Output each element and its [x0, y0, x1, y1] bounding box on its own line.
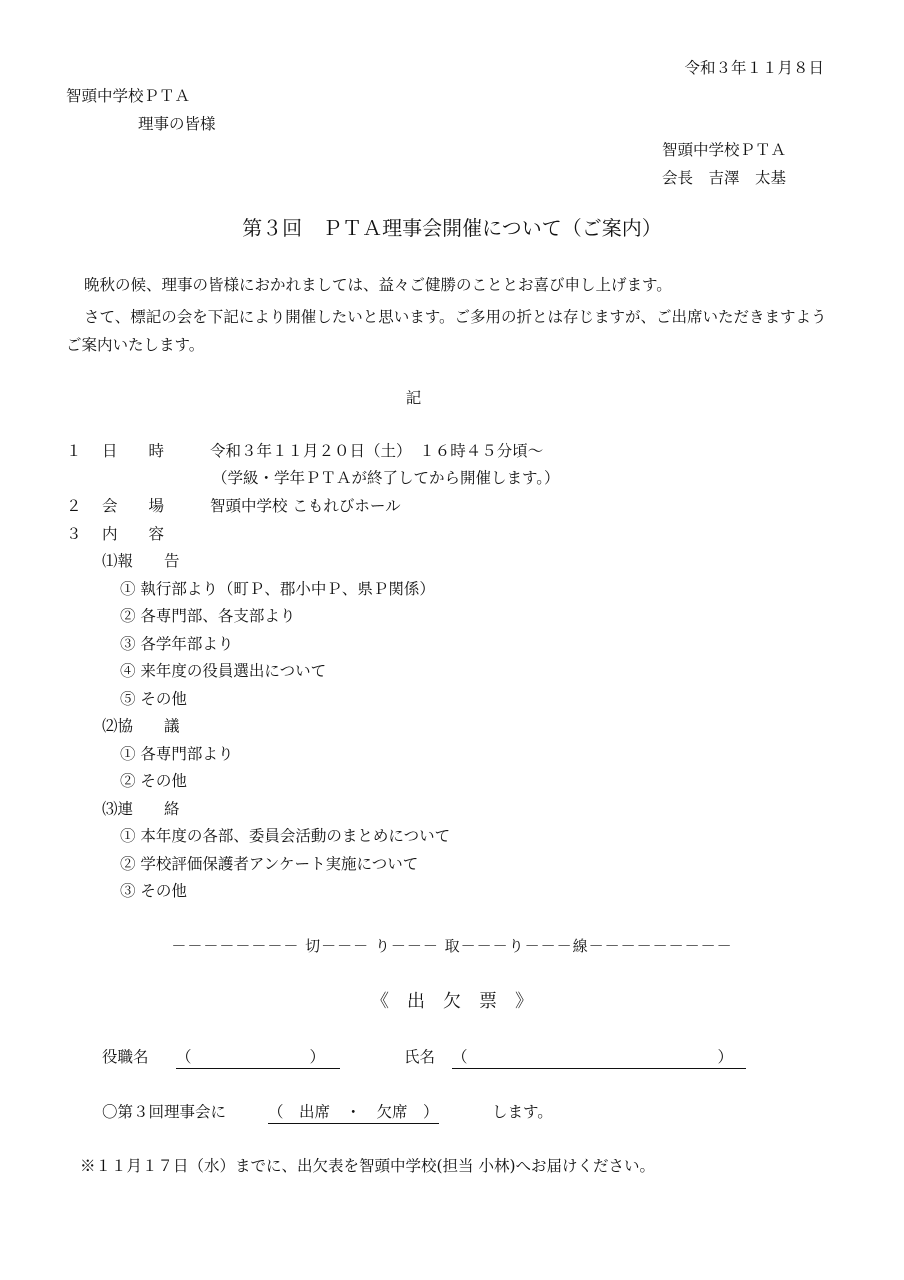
position-label: 役職名 [102, 1048, 149, 1066]
item-number: １ [66, 442, 82, 460]
recipient-name: 理事の皆様 [138, 115, 216, 133]
close-paren: ） [309, 1048, 326, 1066]
open-paren: （ [452, 1048, 468, 1066]
recipient-org: 智頭中学校ＰＴＡ [66, 87, 191, 105]
close-paren: ） [717, 1048, 734, 1066]
item-datetime-note: （学級・学年ＰＴＡが終了してから開催します。） [212, 469, 560, 487]
list-item: ③ 各学年部より [120, 635, 234, 653]
item-label: 会 場 [102, 497, 165, 515]
list-item: ④ 来年度の役員選出について [120, 662, 327, 680]
item-datetime [66, 441, 543, 462]
list-item: ② その他 [120, 772, 187, 790]
attend-suffix: します。 [492, 1103, 553, 1121]
discussion-heading: ⑵協 議 [102, 717, 180, 735]
document-date: 令和３年１１月８日 [684, 59, 824, 77]
contact-heading: ⑶連 絡 [102, 800, 180, 818]
cut-line: －－－－－－－－ 切－－－ り－－－ 取－－－り－－－線－－－－－－－－－ [171, 937, 733, 955]
list-item: ① 執行部より（町Ｐ、郡小中Ｐ、県Ｐ関係） [120, 580, 435, 598]
document-title: 第３回 ＰＴＡ理事会開催について（ご案内） [242, 216, 662, 240]
list-item: ① 本年度の各部、委員会活動のまとめについて [120, 827, 451, 845]
name-label: 氏名 [404, 1048, 436, 1066]
sender-name: 会長 吉澤 太基 [662, 169, 787, 187]
item-value: 智頭中学校 こもれびホール [210, 497, 401, 515]
list-item: ① 各専門部より [120, 745, 234, 763]
item-number: ２ [66, 497, 82, 515]
report-heading: ⑴報 告 [102, 552, 180, 570]
open-paren: （ [176, 1048, 192, 1066]
sender-org: 智頭中学校ＰＴＡ [662, 141, 787, 159]
list-item: ② 各専門部、各支部より [120, 607, 296, 625]
ki-heading: 記 [405, 389, 422, 407]
item-venue [66, 496, 401, 517]
item-number: ３ [66, 525, 82, 543]
name-field[interactable] [452, 1047, 746, 1069]
deadline-note: ※１１月１７日（水）までに、出欠表を智頭中学校(担当 小林)へお届けください。 [80, 1157, 656, 1175]
greeting-paragraph: 晩秋の候、理事の皆様におかれましては、益々ご健勝のこととお喜び申し上げます。 [84, 276, 672, 294]
attend-prefix: 〇第３回理事会に [102, 1103, 227, 1121]
item-value: 令和３年１１月２０日（土） １６時４５分頃～ [210, 442, 544, 460]
list-item: ② 学校評価保護者アンケート実施について [120, 855, 419, 873]
request-paragraph: さて、標記の会を下記により開催したいと思います。ご多用の折とは存じますが、ご出席いただきますようご案内いたします。 [66, 308, 827, 354]
item-content [66, 524, 210, 545]
item-label: 内 容 [102, 525, 165, 543]
ballot-title: 《 出 欠 票 》 [371, 991, 533, 1012]
item-label: 日 時 [102, 442, 165, 460]
position-field[interactable] [176, 1047, 340, 1069]
attendance-choice[interactable]: （ 出席 ・ 欠席 ） [268, 1102, 439, 1124]
list-item: ③ その他 [120, 882, 187, 900]
list-item: ⑤ その他 [120, 690, 187, 708]
